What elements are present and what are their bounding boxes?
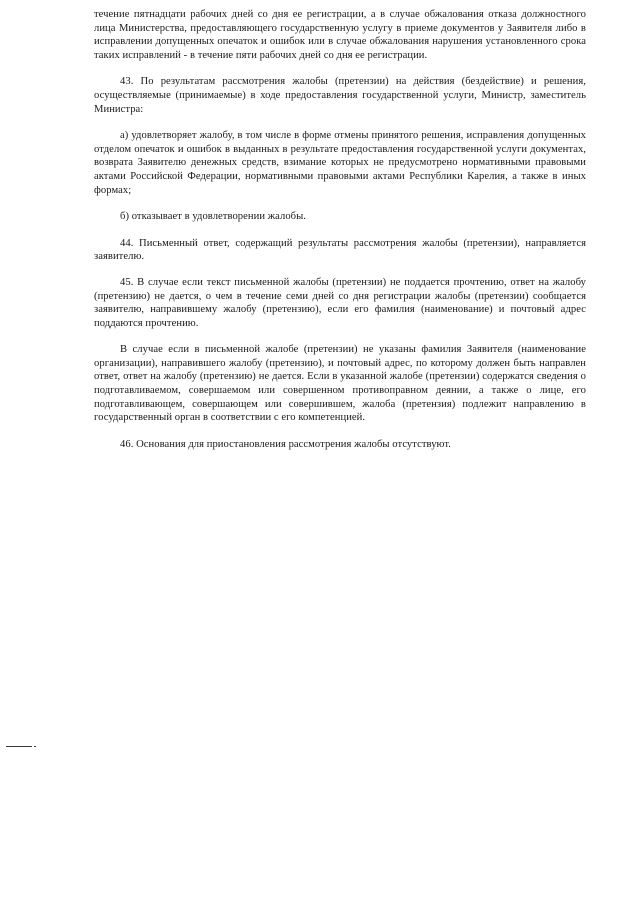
paragraph-43-a: а) удовлетворяет жалобу, в том числе в форме отмены принятого решения, исправления допущенных отделом опечаток и ошибок в выданных в результате предоставления государственной услуги документах, возврата Заявителю денежных средств, взимание которых не предусмотрено нормативными правовыми актами Российской Федерации, нормативными правовыми актами Республики Карелия, а также в иных формах; — [94, 130, 586, 196]
margin-mark — [6, 746, 32, 747]
paragraph-44: 44. Письменный ответ, содержащий результаты рассмотрения жалобы (претензии), направляется заявителю. — [94, 237, 586, 263]
paragraph-43: 43. По результатам рассмотрения жалобы (претензии) на действия (бездействие) и решения, осуществляемые (принимаемые) в ходе предоставления государственной услуги, Министр, заместитель Министра: — [94, 76, 586, 115]
paragraph-43-b: б) отказывает в удовлетворении жалобы. — [120, 211, 306, 223]
paragraph-46: 46. Основания для приостановления рассмотрения жалобы отсутствуют. — [120, 438, 451, 450]
paragraph-45: 45. В случае если текст письменной жалобы (претензии) не поддается прочтению, ответ на жалобу (претензию) не дается, о чем в течение семи дней со дня регистрации жалобы (претензии) сообщается заявителю, направившему жалобу (претензию), если его фамилия (наименование) и почтовый адрес поддаются прочтению. — [94, 276, 586, 329]
document-page — [94, 8, 586, 451]
paragraph-continuation: течение пятнадцати рабочих дней со дня ее регистрации, а в случае обжалования отказа должностного лица Министерства, предоставляющего государственную услугу в приеме документов у Заявителя либо в исправлении допущенных опечаток и ошибок или в случае обжалования нарушения установленного срока таких исправлений - в течение пяти рабочих дней со дня ее регистрации. — [94, 9, 586, 61]
paragraph-45-second: В случае если в письменной жалобе (претензии) не указаны фамилия Заявителя (наименование организации), направившего жалобу (претензию), и почтовый адрес, по которому должен быть направлен ответ, ответ на жалобу (претензию) не дается. Если в указанной жалобе (претензии) содержатся сведения о подготавливаемом, совершаемом или совершенном противоправном деянии, а также о лице, его подготавливающем, совершающем или совершившем, жалоба (претензия) подлежит направлению в государственный орган в соответствии с его компетенцией. — [94, 344, 586, 424]
